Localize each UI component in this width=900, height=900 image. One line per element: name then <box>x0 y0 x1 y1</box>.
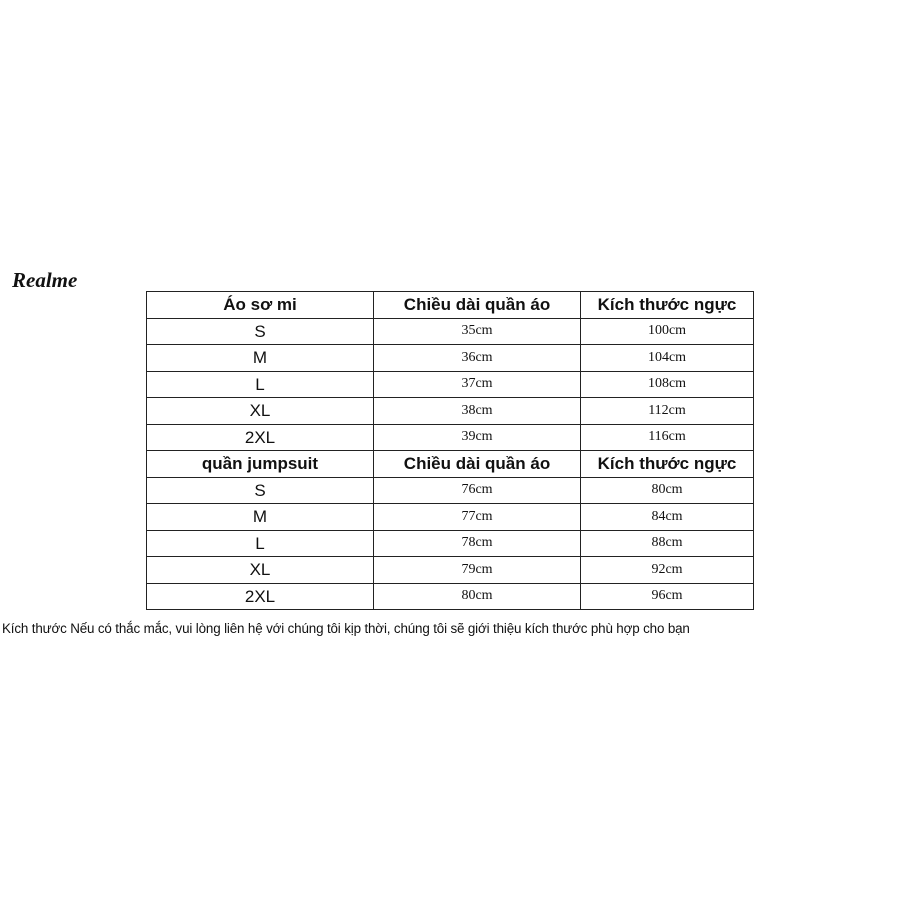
length-cell: 36cm <box>374 345 581 372</box>
shirt-header-type: Áo sơ mi <box>147 292 374 319</box>
size-advice-note: Kích thước Nếu có thắc mắc, vui lòng liên hệ với chúng tôi kịp thời, chúng tôi sẽ giới thiệu kích thước phù hợp cho bạn <box>2 621 690 636</box>
size-cell: M <box>147 504 374 531</box>
table-row <box>147 345 754 372</box>
table-row <box>147 371 754 398</box>
chest-cell: 92cm <box>581 557 754 584</box>
size-cell: S <box>147 477 374 504</box>
chest-cell: 112cm <box>581 398 754 425</box>
jumpsuit-header-chest: Kích thước ngực <box>581 451 754 478</box>
shirt-header-length: Chiều dài quần áo <box>374 292 581 319</box>
chest-cell: 116cm <box>581 424 754 451</box>
length-cell: 77cm <box>374 504 581 531</box>
size-cell: XL <box>147 398 374 425</box>
size-cell: 2XL <box>147 583 374 610</box>
chest-cell: 84cm <box>581 504 754 531</box>
shirt-header-row <box>147 292 754 319</box>
chest-cell: 96cm <box>581 583 754 610</box>
jumpsuit-header-row <box>147 451 754 478</box>
table-row <box>147 583 754 610</box>
table-row <box>147 424 754 451</box>
shirt-header-chest: Kích thước ngực <box>581 292 754 319</box>
chest-cell: 108cm <box>581 371 754 398</box>
size-cell: L <box>147 371 374 398</box>
table-row <box>147 530 754 557</box>
chest-cell: 100cm <box>581 318 754 345</box>
length-cell: 76cm <box>374 477 581 504</box>
size-cell: 2XL <box>147 424 374 451</box>
length-cell: 38cm <box>374 398 581 425</box>
jumpsuit-header-length: Chiều dài quần áo <box>374 451 581 478</box>
brand-logo-text: Realme <box>12 268 78 292</box>
size-cell: M <box>147 345 374 372</box>
table-row <box>147 557 754 584</box>
length-cell: 79cm <box>374 557 581 584</box>
length-cell: 39cm <box>374 424 581 451</box>
table-row <box>147 398 754 425</box>
size-chart-table <box>146 291 754 610</box>
length-cell: 35cm <box>374 318 581 345</box>
jumpsuit-header-type: quần jumpsuit <box>147 451 374 478</box>
length-cell: 80cm <box>374 583 581 610</box>
chest-cell: 104cm <box>581 345 754 372</box>
chest-cell: 80cm <box>581 477 754 504</box>
size-cell: L <box>147 530 374 557</box>
table-row <box>147 477 754 504</box>
table-row <box>147 318 754 345</box>
size-cell: XL <box>147 557 374 584</box>
length-cell: 37cm <box>374 371 581 398</box>
size-cell: S <box>147 318 374 345</box>
length-cell: 78cm <box>374 530 581 557</box>
table-row <box>147 504 754 531</box>
chest-cell: 88cm <box>581 530 754 557</box>
